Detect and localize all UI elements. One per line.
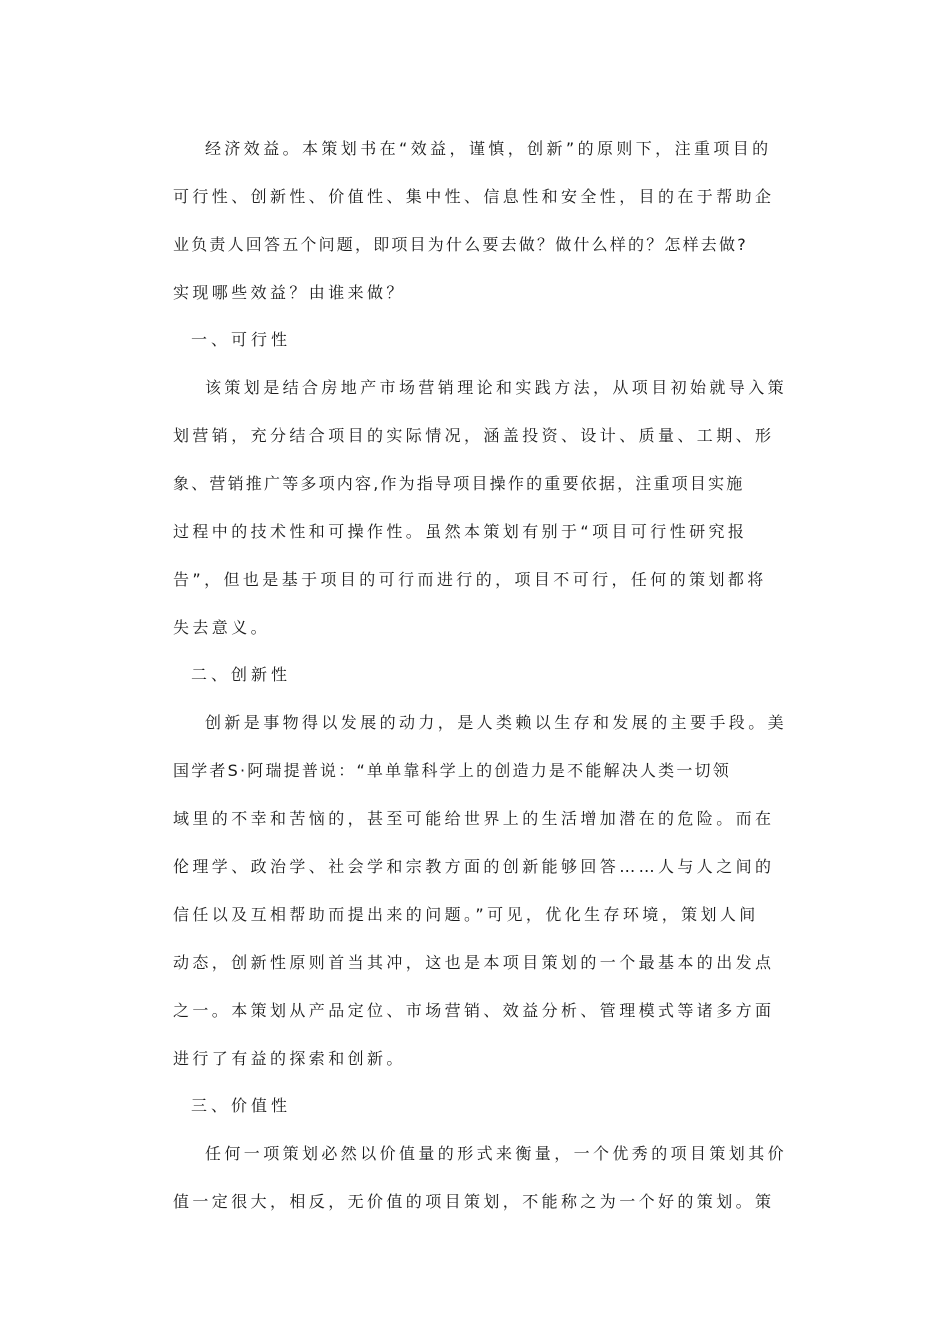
section2-line-4: 伦理学、政治学、社会学和宗教方面的创新能够回答……人与人之间的 [173, 857, 775, 876]
section2-line-3: 域里的不幸和苦恼的，甚至可能给世界上的生活增加潜在的危险。而在 [173, 809, 775, 828]
section3-line-1: 任何一项策划必然以价值量的形式来衡量，一个优秀的项目策划其价 [205, 1144, 788, 1163]
section1-line-6: 失去意义。 [173, 618, 271, 637]
intro-line-3: 业负责人回答五个问题，即项目为什么要去做？做什么样的？怎样去做? [173, 235, 748, 254]
intro-line-1: 经济效益。本策划书在“效益，谨慎，创新”的原则下，注重项目的 [205, 139, 772, 158]
section2-line-2: 国学者S·阿瑞提普说：“单单靠科学上的创造力是不能解决人类一切领 [173, 761, 731, 780]
section1-line-5: 告”，但也是基于项目的可行而进行的，项目不可行，任何的策划都将 [173, 570, 767, 589]
section1-line-3: 象、营销推广等多项内容,作为指导项目操作的重要依据，注重项目实施 [173, 474, 745, 493]
section2-line-8: 进行了有益的探索和创新。 [173, 1049, 406, 1068]
section2-line-5: 信任以及互相帮助而提出来的问题。”可见，优化生存环境，策划人间 [173, 905, 759, 924]
section-heading-innovation: 二、创新性 [191, 665, 292, 684]
section2-line-7: 之一。本策划从产品定位、市场营销、效益分析、管理模式等诸多方面 [173, 1001, 775, 1020]
section1-line-4: 过程中的技术性和可操作性。虽然本策划有别于“项目可行性研究报 [173, 522, 748, 541]
section2-line-1: 创新是事物得以发展的动力，是人类赖以生存和发展的主要手段。美 [205, 713, 788, 732]
intro-line-4: 实现哪些效益？由谁来做？ [173, 283, 406, 302]
section-heading-value: 三、价值性 [191, 1096, 292, 1115]
section1-line-2: 划营销，充分结合项目的实际情况，涵盖投资、设计、质量、工期、形 [173, 426, 775, 445]
intro-line-2: 可行性、创新性、价值性、集中性、信息性和安全性，目的在于帮助企 [173, 187, 775, 206]
section2-line-6: 动态，创新性原则首当其冲，这也是本项目策划的一个最基本的出发点 [173, 953, 775, 972]
section3-line-2: 值一定很大，相反，无价值的项目策划，不能称之为一个好的策划。策 [173, 1192, 775, 1211]
section1-line-1: 该策划是结合房地产市场营销理论和实践方法，从项目初始就导入策 [205, 378, 788, 397]
section-heading-feasibility: 一、可行性 [191, 330, 292, 349]
